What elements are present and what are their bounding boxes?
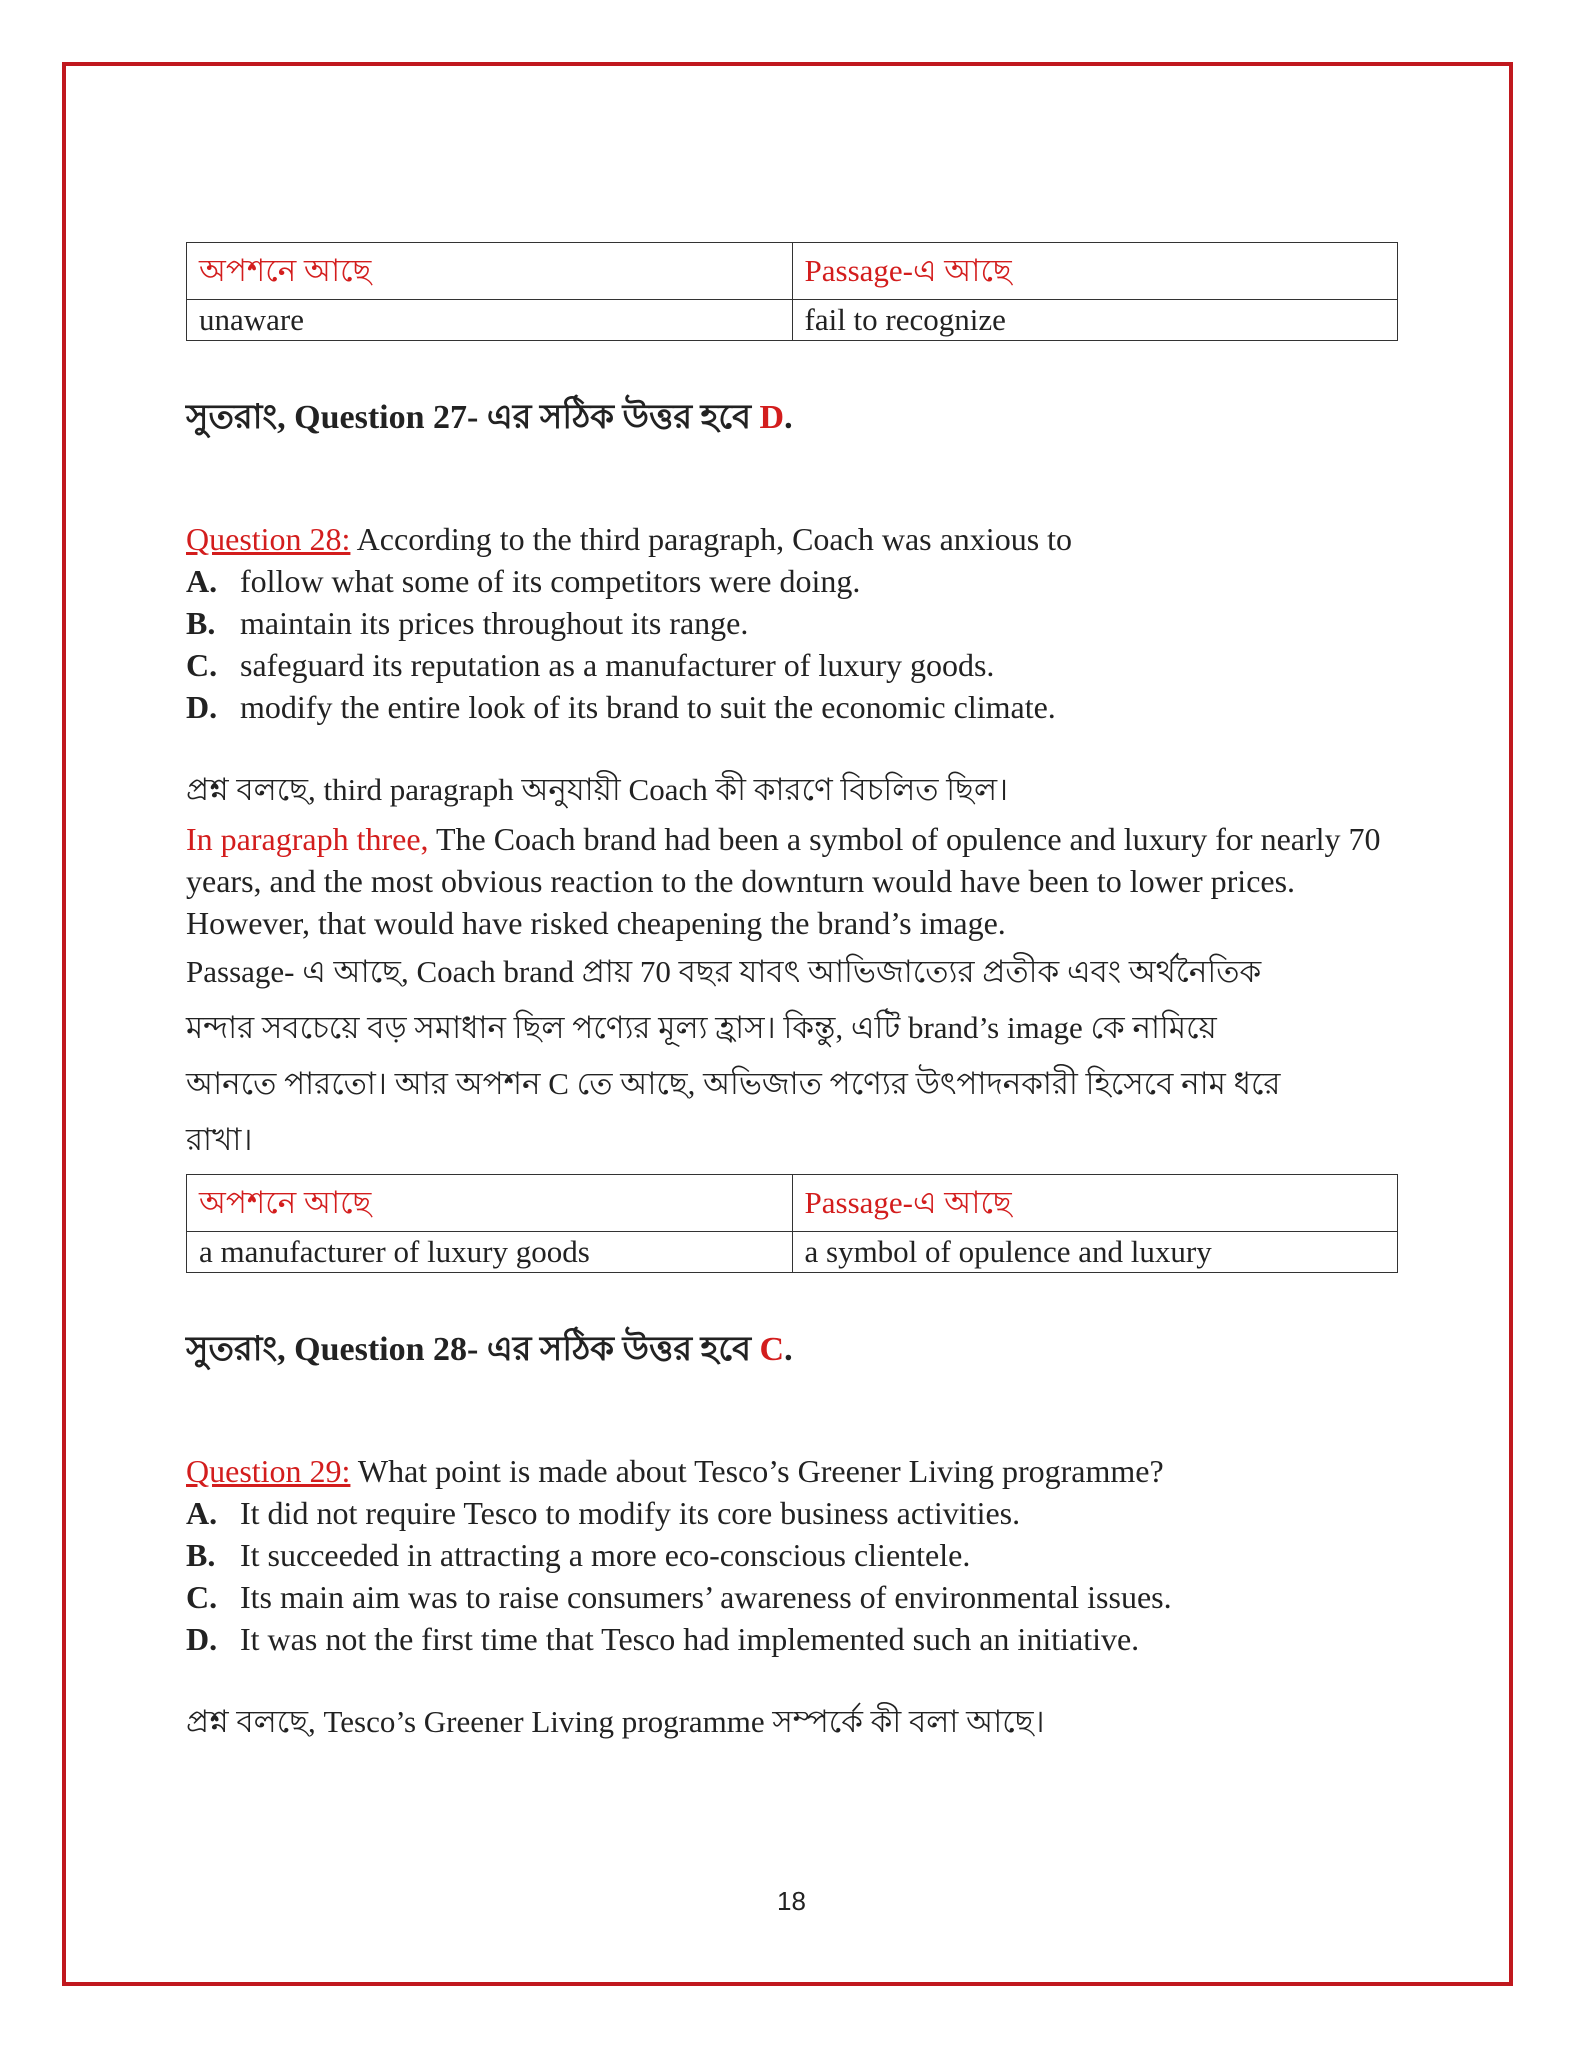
- option-letter: C.: [186, 647, 218, 683]
- option-b: [186, 1534, 1398, 1576]
- option-letter: A.: [186, 1495, 218, 1531]
- quote-text: The Coach brand had been a symbol of opulence and luxury for nearly 70 years, and the most obvious reaction to the downturn would have been to lower prices. However, that would have risked cheapening the brand’s image.: [186, 821, 1381, 941]
- question-29-block: [186, 1450, 1398, 1660]
- option-letter: D.: [186, 1621, 218, 1657]
- explanation-line: রাখা।: [186, 1122, 253, 1157]
- option-text: safeguard its reputation as a manufacturer of luxury goods.: [240, 647, 995, 683]
- table-cell-option: unaware: [187, 300, 793, 341]
- option-letter: B.: [186, 605, 216, 641]
- option-text: It succeeded in attracting a more eco-conscious clientele.: [240, 1537, 971, 1573]
- conclusion-period: .: [784, 1331, 793, 1368]
- question-28-text: According to the third paragraph, Coach was anxious to: [356, 521, 1073, 557]
- table-header-option: অপশনে আছে: [187, 243, 793, 300]
- option-c: [186, 1576, 1398, 1618]
- option-d: [186, 1618, 1398, 1660]
- comparison-table-q27: [186, 242, 1398, 341]
- option-letter: D.: [186, 689, 218, 725]
- question-28-note: প্রশ্ন বলছে, third paragraph অনুযায়ী Coach কী কারণে বিচলিত ছিল।: [186, 772, 1009, 807]
- table-header-passage: Passage-এ আছে: [792, 1175, 1398, 1232]
- conclusion-period: .: [784, 399, 793, 436]
- question-28-label: Question 28:: [186, 521, 351, 557]
- option-b: [186, 602, 1398, 644]
- answer-letter: C: [759, 1331, 785, 1368]
- explanation-28: [186, 944, 1398, 1168]
- option-a: [186, 1492, 1398, 1534]
- answer-letter: D: [759, 399, 785, 436]
- question-29-text: What point is made about Tesco’s Greener Living programme?: [357, 1453, 1164, 1489]
- option-text: It was not the first time that Tesco had implemented such an initiative.: [240, 1621, 1140, 1657]
- explanation-line: আনতে পারতো। আর অপশন C তে আছে, অভিজাত পণ্যের উৎপাদনকারী হিসেবে নাম ধরে: [186, 1066, 1281, 1101]
- quote-lead: In paragraph three,: [186, 821, 429, 857]
- table-header-row: [187, 1175, 1398, 1232]
- table-cell-passage: a symbol of opulence and luxury: [792, 1232, 1398, 1273]
- passage-quote: [186, 818, 1398, 944]
- option-text: Its main aim was to raise consumers’ awareness of environmental issues.: [240, 1579, 1172, 1615]
- conclusion-text: সুতরাং, Question 28- এর সঠিক উত্তর হবে: [186, 1331, 752, 1368]
- option-text: follow what some of its competitors were doing.: [240, 563, 861, 599]
- question-28-block: [186, 518, 1398, 728]
- page-number: 18: [777, 1886, 806, 1916]
- conclusion-q28: [186, 1323, 1398, 1380]
- option-d: [186, 686, 1398, 728]
- table-header-row: [187, 243, 1398, 300]
- explanation-line: Passage- এ আছে, Coach brand প্রায় 70 বছর যাবৎ আভিজাত্যের প্রতীক এবং অর্থনৈতিক: [186, 954, 1262, 989]
- option-letter: A.: [186, 563, 218, 599]
- option-letter: C.: [186, 1579, 218, 1615]
- table-header-passage: Passage-এ আছে: [792, 243, 1398, 300]
- conclusion-text: সুতরাং, Question 27- এর সঠিক উত্তর হবে: [186, 399, 752, 436]
- page-content: [186, 242, 1398, 1750]
- table-row: [187, 300, 1398, 341]
- option-text: It did not require Tesco to modify its core business activities.: [240, 1495, 1021, 1531]
- comparison-table-q28: [186, 1174, 1398, 1273]
- explanation-line: মন্দার সবচেয়ে বড় সমাধান ছিল পণ্যের মূল্য হ্রাস। কিন্তু, এটি brand’s image কে নামিয়ে: [186, 1010, 1217, 1045]
- option-c: [186, 644, 1398, 686]
- table-cell-passage: fail to recognize: [792, 300, 1398, 341]
- table-cell-option: a manufacturer of luxury goods: [187, 1232, 793, 1273]
- question-29-label: Question 29:: [186, 1453, 351, 1489]
- question-29-note: প্রশ্ন বলছে, Tesco’s Greener Living programme সম্পর্কে কী বলা আছে।: [186, 1704, 1045, 1739]
- conclusion-q27: [186, 391, 1398, 448]
- question-28-stem: [186, 518, 1398, 560]
- table-row: [187, 1232, 1398, 1273]
- option-letter: B.: [186, 1537, 216, 1573]
- table-header-option: অপশনে আছে: [187, 1175, 793, 1232]
- question-29-stem: [186, 1450, 1398, 1492]
- option-a: [186, 560, 1398, 602]
- option-text: modify the entire look of its brand to suit the economic climate.: [240, 689, 1056, 725]
- option-text: maintain its prices throughout its range.: [240, 605, 749, 641]
